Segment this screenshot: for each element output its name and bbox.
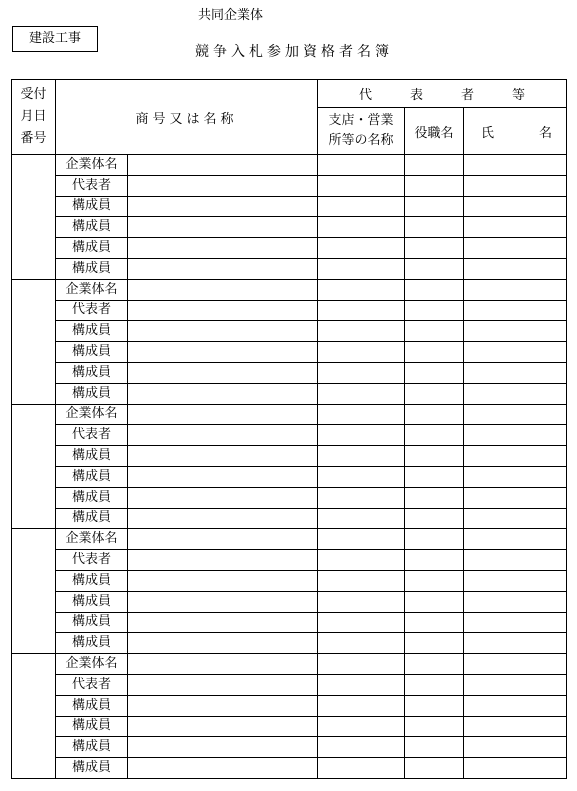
row-role-label: 構成員 [56, 258, 128, 279]
person-name-cell [464, 425, 567, 446]
row-role-label: 構成員 [56, 716, 128, 737]
branch-name-cell [318, 196, 405, 217]
person-name-cell [464, 633, 567, 654]
job-title-cell [405, 674, 464, 695]
person-name-cell [464, 446, 567, 467]
branch-name-cell [318, 321, 405, 342]
table-row [12, 196, 567, 217]
person-name-cell [464, 487, 567, 508]
header-job-title: 役職名 [405, 108, 464, 155]
header-person-char-1: 氏 [481, 125, 495, 141]
branch-name-cell [318, 487, 405, 508]
header-rep-char-1: 代 [359, 88, 373, 103]
person-name-cell [464, 404, 567, 425]
table-row [12, 716, 567, 737]
receipt-number-cell [12, 404, 56, 529]
person-name-cell [464, 155, 567, 176]
job-title-cell [405, 321, 464, 342]
table-row [12, 404, 567, 425]
company-name-cell [128, 591, 318, 612]
branch-name-cell [318, 695, 405, 716]
header-receipt-line-3: 番号 [20, 131, 47, 146]
table-row [12, 550, 567, 571]
header-representative [318, 80, 567, 108]
branch-name-cell [318, 633, 405, 654]
job-title-cell [405, 425, 464, 446]
table-row [12, 383, 567, 404]
branch-name-cell [318, 279, 405, 300]
registry-body [12, 155, 567, 779]
receipt-number-cell [12, 155, 56, 280]
job-title-cell [405, 175, 464, 196]
table-row [12, 466, 567, 487]
job-title-cell [405, 550, 464, 571]
job-title-cell [405, 591, 464, 612]
person-name-cell [464, 758, 567, 779]
job-title-cell [405, 487, 464, 508]
company-name-cell [128, 300, 318, 321]
table-row [12, 362, 567, 383]
receipt-number-cell [12, 654, 56, 779]
branch-name-cell [318, 404, 405, 425]
job-title-cell [405, 716, 464, 737]
company-name-cell [128, 362, 318, 383]
row-role-label: 構成員 [56, 321, 128, 342]
table-row [12, 258, 567, 279]
header-branch-name [318, 108, 405, 155]
company-name-cell [128, 425, 318, 446]
row-role-label: 構成員 [56, 508, 128, 529]
branch-name-cell [318, 383, 405, 404]
company-name-cell [128, 404, 318, 425]
row-role-label: 構成員 [56, 217, 128, 238]
header-rep-char-4: 等 [512, 88, 526, 103]
company-name-cell [128, 155, 318, 176]
row-role-label: 企業体名 [56, 654, 128, 675]
row-role-label: 代表者 [56, 425, 128, 446]
person-name-cell [464, 342, 567, 363]
company-name-cell [128, 737, 318, 758]
person-name-cell [464, 362, 567, 383]
company-name-cell [128, 508, 318, 529]
row-role-label: 構成員 [56, 591, 128, 612]
job-title-cell [405, 633, 464, 654]
table-row [12, 529, 567, 550]
branch-name-cell [318, 758, 405, 779]
job-title-cell [405, 155, 464, 176]
person-name-cell [464, 674, 567, 695]
row-role-label: 構成員 [56, 487, 128, 508]
table-row [12, 279, 567, 300]
company-name-cell [128, 633, 318, 654]
branch-name-cell [318, 362, 405, 383]
table-row [12, 674, 567, 695]
row-role-label: 構成員 [56, 633, 128, 654]
person-name-cell [464, 175, 567, 196]
row-role-label: 代表者 [56, 300, 128, 321]
branch-name-cell [318, 612, 405, 633]
table-row [12, 446, 567, 467]
company-name-cell [128, 570, 318, 591]
company-name-cell [128, 279, 318, 300]
table-row [12, 695, 567, 716]
person-name-cell [464, 321, 567, 342]
row-role-label: 構成員 [56, 196, 128, 217]
person-name-cell [464, 217, 567, 238]
person-name-cell [464, 238, 567, 259]
header-company-name: 商号又は名称 [56, 80, 318, 155]
table-row [12, 175, 567, 196]
company-name-cell [128, 258, 318, 279]
header-rep-char-2: 表 [410, 88, 424, 103]
person-name-cell [464, 737, 567, 758]
job-title-cell [405, 654, 464, 675]
row-role-label: 代表者 [56, 175, 128, 196]
branch-name-cell [318, 175, 405, 196]
person-name-cell [464, 258, 567, 279]
job-title-cell [405, 695, 464, 716]
table-row [12, 612, 567, 633]
header-person-name [464, 108, 567, 155]
table-row [12, 217, 567, 238]
row-role-label: 構成員 [56, 758, 128, 779]
job-title-cell [405, 529, 464, 550]
row-role-label: 構成員 [56, 612, 128, 633]
person-name-cell [464, 570, 567, 591]
job-title-cell [405, 217, 464, 238]
person-name-cell [464, 508, 567, 529]
header-person-char-2: 名 [539, 125, 553, 141]
branch-name-cell [318, 654, 405, 675]
person-name-cell [464, 466, 567, 487]
row-role-label: 企業体名 [56, 279, 128, 300]
branch-name-cell [318, 466, 405, 487]
row-role-label: 構成員 [56, 238, 128, 259]
receipt-number-cell [12, 529, 56, 654]
header-rep-char-3: 者 [461, 88, 475, 103]
row-role-label: 代表者 [56, 550, 128, 571]
job-title-cell [405, 737, 464, 758]
company-name-cell [128, 654, 318, 675]
company-name-cell [128, 695, 318, 716]
row-role-label: 構成員 [56, 737, 128, 758]
table-row [12, 425, 567, 446]
company-name-cell [128, 758, 318, 779]
job-title-cell [405, 238, 464, 259]
table-row [12, 487, 567, 508]
row-role-label: 企業体名 [56, 404, 128, 425]
table-row [12, 508, 567, 529]
branch-name-cell [318, 446, 405, 467]
header-branch-line-2: 所等の名称 [328, 133, 394, 148]
header-branch-line-1: 支店・営業 [328, 113, 394, 128]
person-name-cell [464, 196, 567, 217]
company-name-cell [128, 612, 318, 633]
category-label-box [12, 26, 98, 52]
branch-name-cell [318, 238, 405, 259]
header-receipt-number [12, 80, 56, 155]
company-name-cell [128, 342, 318, 363]
job-title-cell [405, 758, 464, 779]
row-role-label: 構成員 [56, 570, 128, 591]
company-name-cell [128, 529, 318, 550]
job-title-cell [405, 508, 464, 529]
company-name-cell [128, 238, 318, 259]
table-row [12, 591, 567, 612]
table-row [12, 737, 567, 758]
branch-name-cell [318, 570, 405, 591]
company-name-cell [128, 446, 318, 467]
job-title-cell [405, 466, 464, 487]
person-name-cell [464, 300, 567, 321]
job-title-cell [405, 342, 464, 363]
company-name-cell [128, 487, 318, 508]
org-type-label: 共同企業体 [198, 8, 264, 23]
branch-name-cell [318, 155, 405, 176]
receipt-number-cell [12, 279, 56, 404]
job-title-cell [405, 258, 464, 279]
branch-name-cell [318, 258, 405, 279]
table-row [12, 155, 567, 176]
row-role-label: 代表者 [56, 674, 128, 695]
row-role-label: 構成員 [56, 383, 128, 404]
row-role-label: 構成員 [56, 466, 128, 487]
job-title-cell [405, 362, 464, 383]
job-title-cell [405, 404, 464, 425]
person-name-cell [464, 612, 567, 633]
job-title-cell [405, 279, 464, 300]
company-name-cell [128, 383, 318, 404]
branch-name-cell [318, 529, 405, 550]
job-title-cell [405, 196, 464, 217]
company-name-cell [128, 196, 318, 217]
registry-table [11, 79, 567, 779]
job-title-cell [405, 300, 464, 321]
job-title-cell [405, 383, 464, 404]
branch-name-cell [318, 300, 405, 321]
row-role-label: 企業体名 [56, 529, 128, 550]
company-name-cell [128, 550, 318, 571]
company-name-cell [128, 217, 318, 238]
row-role-label: 構成員 [56, 362, 128, 383]
table-row [12, 238, 567, 259]
branch-name-cell [318, 716, 405, 737]
row-role-label: 構成員 [56, 446, 128, 467]
document-title: 競争入札参加資格者名簿 [195, 44, 393, 60]
company-name-cell [128, 674, 318, 695]
table-row [12, 570, 567, 591]
person-name-cell [464, 550, 567, 571]
job-title-cell [405, 612, 464, 633]
branch-name-cell [318, 425, 405, 446]
person-name-cell [464, 695, 567, 716]
company-name-cell [128, 321, 318, 342]
header-receipt-line-1: 受付 [20, 87, 47, 102]
person-name-cell [464, 279, 567, 300]
table-row [12, 654, 567, 675]
table-row [12, 300, 567, 321]
table-row [12, 342, 567, 363]
branch-name-cell [318, 737, 405, 758]
branch-name-cell [318, 591, 405, 612]
job-title-cell [405, 446, 464, 467]
branch-name-cell [318, 550, 405, 571]
job-title-cell [405, 570, 464, 591]
category-label: 建設工事 [28, 31, 81, 46]
branch-name-cell [318, 217, 405, 238]
company-name-cell [128, 466, 318, 487]
table-row [12, 321, 567, 342]
person-name-cell [464, 716, 567, 737]
person-name-cell [464, 654, 567, 675]
branch-name-cell [318, 674, 405, 695]
person-name-cell [464, 383, 567, 404]
company-name-cell [128, 175, 318, 196]
table-row [12, 633, 567, 654]
person-name-cell [464, 591, 567, 612]
branch-name-cell [318, 342, 405, 363]
header-receipt-line-2: 月日 [20, 109, 47, 124]
person-name-cell [464, 529, 567, 550]
row-role-label: 構成員 [56, 695, 128, 716]
table-row [12, 758, 567, 779]
row-role-label: 構成員 [56, 342, 128, 363]
row-role-label: 企業体名 [56, 155, 128, 176]
company-name-cell [128, 716, 318, 737]
branch-name-cell [318, 508, 405, 529]
